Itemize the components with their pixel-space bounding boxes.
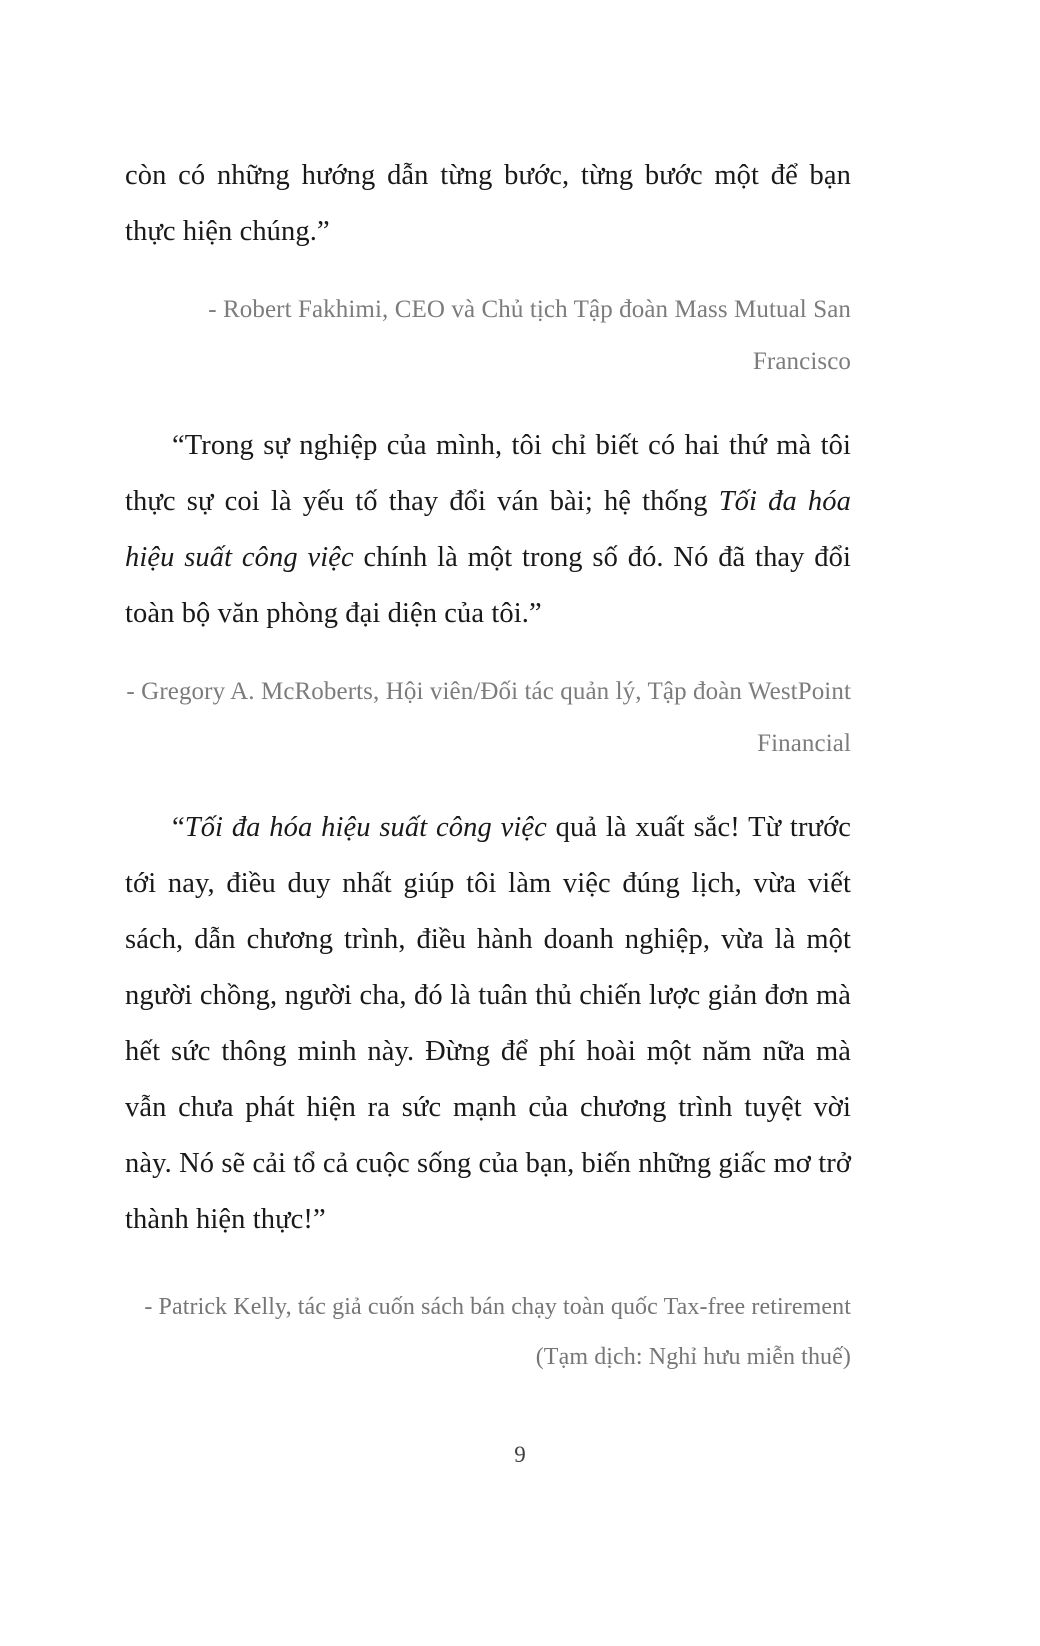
attribution-patrick-kelly: - Patrick Kelly, tác giả cuốn sách bán chạy toàn quốc Tax-free retirement (Tạm dịch: Nghỉ hưu miễn thuế) [144, 1294, 851, 1370]
book-title-italic: Tối đa hóa hiệu suất công việc [184, 812, 547, 843]
paragraph-continuation: còn có những hướng dẫn từng bước, từng bước một để bạn thực hiện chúng.” [125, 160, 851, 247]
spacer [125, 770, 851, 800]
attribution-robert-fakhimi: - Robert Fakhimi, CEO và Chủ tịch Tập đoàn Mass Mutual San Francisco [208, 296, 851, 375]
page-text-column [125, 148, 851, 1382]
open-quote-mark: “ [172, 812, 185, 843]
spacer [125, 260, 851, 284]
attribution-gregory-mcroberts: - Gregory A. McRoberts, Hội viên/Đối tác quản lý, Tập đoàn WestPoint Financial [126, 678, 851, 757]
book-title-italic: Tối đa hóa hiệu suất công việc [125, 486, 851, 573]
quote-paragraph-mcroberts [125, 418, 851, 642]
spacer [125, 388, 851, 418]
page-number: 9 [514, 1442, 526, 1467]
spacer [125, 642, 851, 666]
quote-paragraph-patrick-kelly [125, 800, 851, 1248]
spacer [125, 1248, 851, 1282]
quote-text-after-title: chính là một trong số đó. Nó đã thay đổi toàn bộ văn phòng đại diện của tôi.” [125, 542, 851, 629]
quote-text-before-title: “Trong sự nghiệp của mình, tôi chỉ biết có hai thứ mà tôi thực sự coi là yếu tố thay đổi ván bài; hệ thống [125, 430, 851, 517]
quote-text-body: quả là xuất sắc! Từ trước tới nay, điều duy nhất giúp tôi làm việc đúng lịch, vừa viết sách, dẫn chương trình, điều hành doanh nghiệp, vừa là một người chồng, người cha, đó là tuân thủ chiến lược giản đơn mà hết sức thông minh này. Đừng để phí hoài một năm nữa mà vẫn chưa phát hiện ra sức mạnh của chương trình tuyệt vời này. Nó sẽ cải tổ cả cuộc sống của bạn, biến những giấc mơ trở thành hiện thực!” [125, 812, 851, 1235]
